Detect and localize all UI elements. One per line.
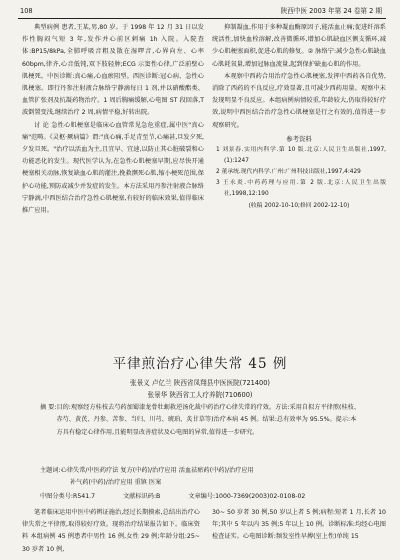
lower-right-column [212, 507, 386, 544]
page-header [18, 4, 386, 19]
references-heading: 参考资料 [286, 134, 312, 143]
abstract-label: 摘 要: [40, 404, 57, 411]
article-title: 平律煎治疗心律失常 45 例 [112, 356, 288, 372]
reference-item: 2 董承统.现代内科学.广州:广州科技出版社,1997,4:429 [216, 168, 361, 175]
reference-item: 1 刘景春.实用内科学.第 10 版.北京:人民卫生出版社,1997,(1):1247 [216, 146, 386, 164]
abstract-text: 目的:观察经方桂枝去芍药加蜀漆龙骨牡蛎救逆汤化裁中药治疗心律失常的疗效。方法:采用自拟方平律煎(桂枝、赤芍、黄芪、丹参、苦参、当归、川芎、琥珀、炙甘草等)治疗本病 45 例。结果:总有效率为 95.5%。提示:本方具有稳定心律作用,且能明显改善症状及心电图的异常,值得进一步研究。 [56, 404, 361, 436]
lower-left-column [22, 507, 200, 556]
author-line: 张景义 卢亿兰 陕西省凤翔县中医医院(721400) [129, 379, 270, 387]
keywords-line: 心律失常/中医药疗法 复方(中药)/治疗应用 活血祛瘀药(中药)/治疗应用 [60, 467, 254, 474]
intro-paragraph: 笔者临床运用中医中药辨证施治,经过长期摸索,总结出治疗心律失常之平律煎,取得较好疗效。现将治疗结果报告如下。临床资料 本组病例 45 例患者中男性 16 例,女性 29 例;年龄分组:25~ 30 岁者 10 例, [22, 509, 200, 553]
keywords [40, 465, 362, 490]
discussion-paragraph: 讨 论 急性心肌梗塞是临床心血管常见急危重症,属中医"真心痛"范畴。《灵枢·厥病篇》谓:"真心痛,手足青至节,心痛甚,旦发夕死,夕发旦死。"治疗以活血为主,且宜早、宜速,以防止其心脏破裂和心功能恶化的发生。现代医学认为,在急性心肌梗塞早期,应尽快开通梗塞相关动脉,恢复缺血心肌的灌注,挽救濒死心肌,缩小梗死范围,保护心功能,预防或减少并发症的发生。本方法采用丹参注射液合脉络宁静滴,中西医结合治疗急性心肌梗塞,有较好的临床效果,值得临床推广应用。 [22, 121, 204, 215]
abstract [40, 402, 362, 439]
document-code: 文献标识码:B [123, 493, 161, 500]
reference-item: 3 王永炎.中药药理与应用.第 2 版.北京:人民卫生出版社,1998,12:190 [216, 179, 386, 197]
received-date: (收稿 2002-10-10;修回 2002-12-10) [248, 202, 350, 209]
article-number: 文章编号:1000-7369(2003)02-0108-02 [188, 493, 306, 500]
authors-block [0, 377, 400, 401]
upper-right-column [212, 22, 386, 212]
data-paragraph: 30~ 50 岁者 30 例,50 岁以上者 5 例;病程:短者 1 月,长者 10 年;其中 5 年以内 35 例;5 年以上 10 例。诊断标准:均经心电图检查证实。心电图诊断:频发室性早搏(室上性)单纯 15 [212, 509, 386, 541]
page-number: 108 [20, 7, 33, 15]
keywords-label: 主题词: [40, 467, 61, 474]
clc-number: 中图分类号:R541.7 [40, 493, 96, 500]
case-paragraph: 典型病例 患者,王某,男,80 岁。于 1998 年 12 月 31 日以发作性胸闷气短 3 年,发作并心前区刺痛 1h 入院。入院查体:BP15/8kPa,全肺呼吸音粗及散在湿啰音,心界向左、心率 60bpm,律齐,心音低钝,双下肢轻肿;ECG 示窦性心律,广泛前壁心肌梗死。中医诊断:真心痛,心血瘀阻型。西医诊断:冠心病、急性心肌梗塞。即行丹参注射液合脉络宁静滴每日 1 剂,并以硝酸酯类、血管扩张剂及抗凝药物治疗。1 周后胸痛缓解,心电图 ST 段回落,T 波倒置变浅,继续治疗 2 周,病情平稳,好转出院。 [22, 24, 204, 117]
mechanism-paragraph: 抑制凝血,作用于多种凝血酶原因子,能活血止痛;促进纤溶系统活性,加快血栓溶解,改善微循环,增加心肌缺血区侧支循环,减少心肌梗塞面积,促进心肌的修复。② 脉络宁:减少急性心肌缺血心肌耗氧量,增加冠脉血流量,起到保护缺血心肌的作用。 [212, 24, 386, 68]
author-line: 张景华 陕西省工人疗养院(710600) [147, 391, 253, 399]
journal-info: 陕西中医 2003 年第 24 卷第 2 期 [280, 7, 382, 15]
classification-line [40, 491, 362, 503]
conclusion-paragraph: 本观察中西药合用治疗急性心肌梗塞,发挥中西药各自优势,消除了西药的不良反应,疗效显著,且可减少西药用量。观察中未发现明显不良反应。本组病例病情较重,年龄较大,仍取得较好疗效,说明中西医结合治疗急性心肌梗塞是行之有效的,值得进一步观察研究。 [212, 72, 386, 129]
upper-left-column [22, 22, 204, 217]
keywords-line: 补气药(中药)/治疗应用 重镇 医案 [70, 479, 162, 487]
